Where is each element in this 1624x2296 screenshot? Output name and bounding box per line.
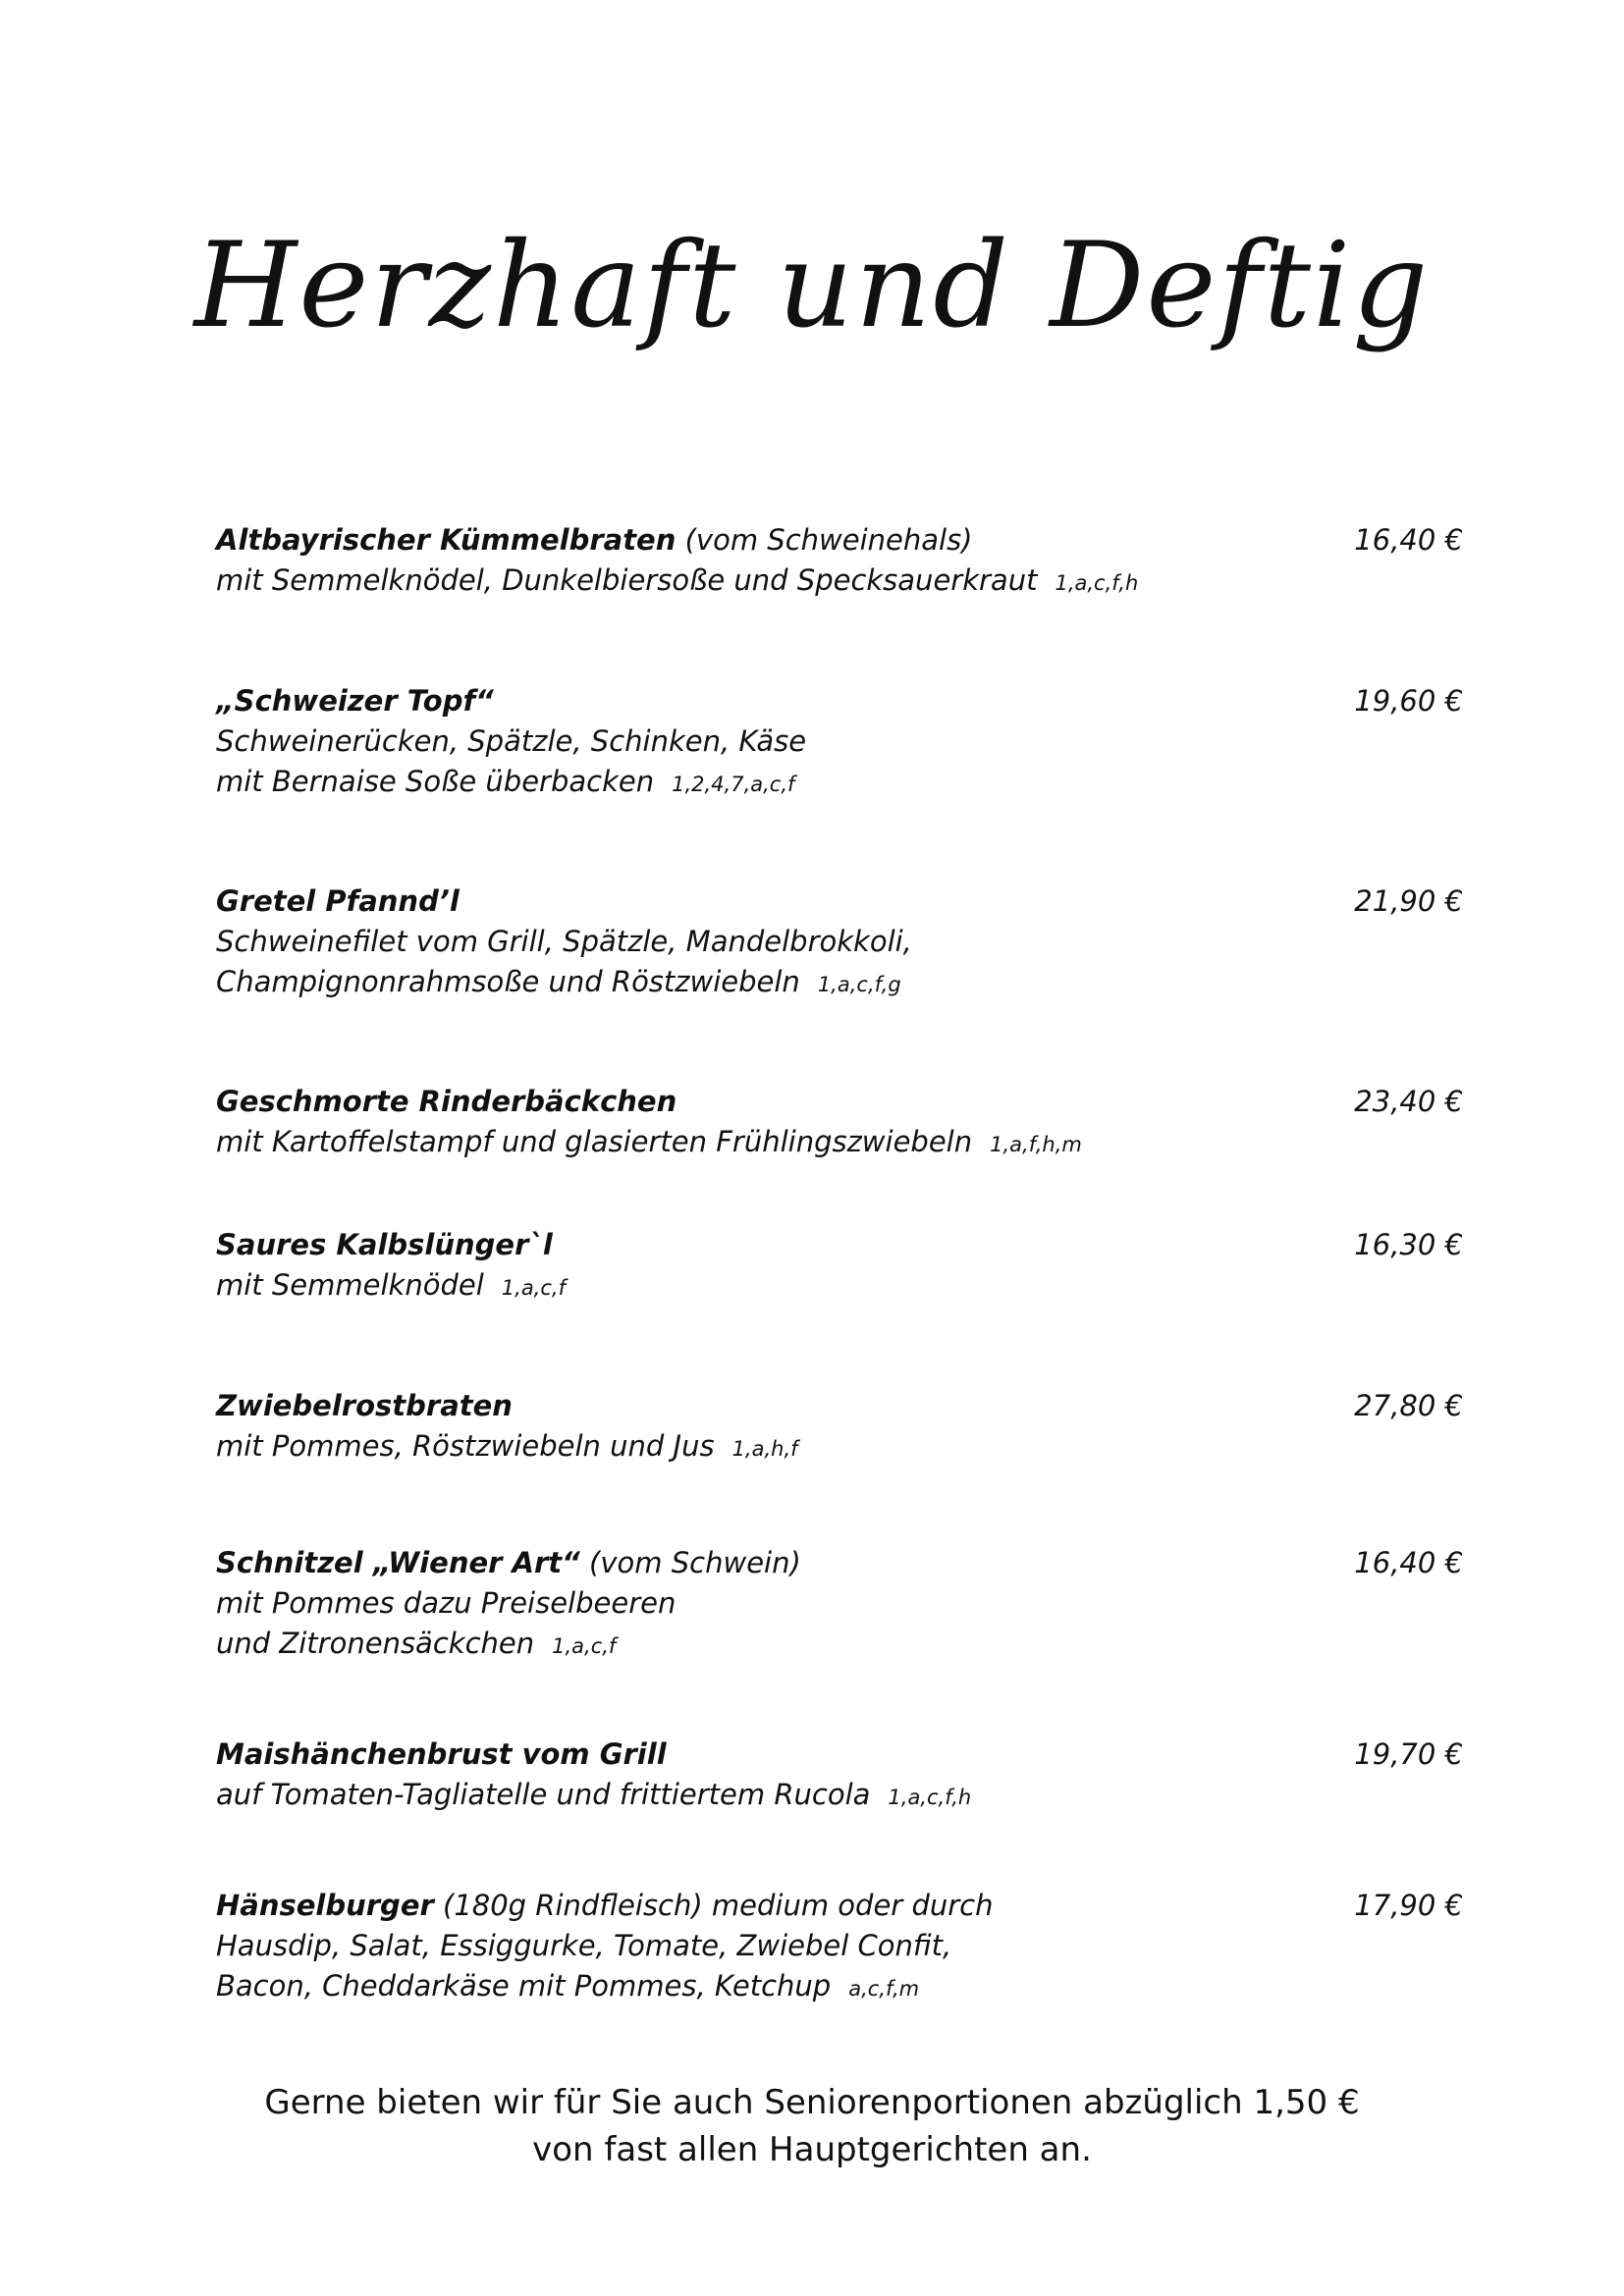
dish-note: (180g Rindfleisch) medium oder durch [433, 1889, 994, 1922]
dish-description-line: mit Semmelknödel, Dunkelbiersoße und Specksauerkraut [216, 563, 1038, 597]
dish-item [216, 1386, 1463, 1469]
dish-description [216, 1426, 1463, 1469]
senior-portion-note [0, 2079, 1624, 2173]
dish-header [216, 1543, 1463, 1583]
dish-description [216, 1624, 1463, 1667]
dish-name: Altbayrischer Kümmelbraten [216, 523, 677, 557]
dish-description [216, 1775, 1463, 1818]
dish-name: „Schweizer Topf“ [216, 684, 494, 718]
dish-price: 27,80 € [1354, 1389, 1463, 1422]
dish-name: Zwiebelrostbraten [216, 1389, 513, 1422]
dish-description [216, 1966, 1463, 2009]
dish-price: 21,90 € [1354, 884, 1463, 918]
dish-item [216, 1543, 1463, 1667]
dish-allergens: 1,2,4,7,a,c,f [672, 773, 795, 796]
dish-description-line: mit Semmelknödel [216, 1268, 484, 1302]
dish-allergens: a,c,f,m [848, 1977, 920, 2001]
dish-allergens: 1,a,c,f,h [888, 1786, 972, 1809]
dish-price: 16,40 € [1354, 523, 1463, 557]
dish-header [216, 1082, 1463, 1122]
dish-description [216, 1122, 1463, 1165]
dish-name: Schnitzel „Wiener Art“ [216, 1546, 580, 1579]
dish-description-line: Schweinefilet vom Grill, Spätzle, Mandelbrokkoli, [216, 925, 912, 958]
dish-description [216, 1265, 1463, 1308]
dish-header [216, 520, 1463, 561]
dish-price: 16,30 € [1354, 1228, 1463, 1261]
dish-description-line: mit Pommes, Röstzwiebeln und Jus [216, 1429, 715, 1463]
dish-item [216, 1082, 1463, 1165]
dish-note: (vom Schwein) [579, 1546, 801, 1579]
menu-title: Herzhaft und Deftig [193, 218, 1431, 354]
dish-allergens: 1,a,c,f,h [1055, 571, 1139, 595]
dish-description [216, 962, 1463, 1005]
dish-item [216, 1886, 1463, 2009]
dish-price: 19,70 € [1354, 1737, 1463, 1771]
dish-allergens: 1,a,c,f [552, 1634, 617, 1658]
dish-name: Hänselburger [216, 1889, 434, 1922]
dish-description-line: Bacon, Cheddarkäse mit Pommes, Ketchup [216, 1969, 832, 2002]
dish-allergens: 1,a,f,h,m [990, 1133, 1082, 1156]
dish-description-line: mit Pommes dazu Preiselbeeren [216, 1586, 677, 1620]
footer-line: Gerne bieten wir für Sie auch Seniorenportionen abzüglich 1,50 € [264, 2083, 1360, 2122]
dish-description [216, 762, 1463, 805]
dish-item [216, 1735, 1463, 1818]
dish-header [216, 1886, 1463, 1926]
dish-header [216, 1386, 1463, 1426]
dish-note: (vom Schweinehals) [676, 523, 973, 557]
dish-name: Gretel Pfannd’l [216, 884, 460, 918]
dish-name: Maishänchenbrust vom Grill [216, 1737, 667, 1771]
dish-description [216, 561, 1463, 604]
dish-description-line: und Zitronensäckchen [216, 1627, 535, 1660]
dish-item [216, 681, 1463, 805]
dish-header [216, 1735, 1463, 1775]
dish-allergens: 1,a,c,f [501, 1276, 566, 1300]
dish-price: 16,40 € [1354, 1546, 1463, 1579]
dish-header [216, 881, 1463, 922]
dish-item [216, 881, 1463, 1005]
dish-allergens: 1,a,c,f,g [817, 973, 901, 996]
dish-price: 19,60 € [1354, 684, 1463, 718]
dish-description-line: auf Tomaten-Tagliatelle und frittiertem Rucola [216, 1778, 871, 1811]
dish-description-line: mit Kartoffelstampf und glasierten Frühlingszwiebeln [216, 1125, 973, 1158]
dish-name: Geschmorte Rinderbäckchen [216, 1085, 677, 1118]
dish-description-line: Champignonrahmsoße und Röstzwiebeln [216, 965, 800, 998]
dish-header [216, 1225, 1463, 1265]
dish-description-line: Schweinerücken, Spätzle, Schinken, Käse [216, 724, 807, 758]
dish-item [216, 1225, 1463, 1308]
dish-name: Saures Kalbslünger`l [216, 1228, 553, 1261]
footer-line: von fast allen Hauptgerichten an. [532, 2130, 1092, 2169]
dish-price: 17,90 € [1354, 1889, 1463, 1922]
dish-header [216, 681, 1463, 721]
dish-price: 23,40 € [1354, 1085, 1463, 1118]
dish-item [216, 520, 1463, 604]
dish-description-line: mit Bernaise Soße überbacken [216, 765, 655, 798]
dish-description-line: Hausdip, Salat, Essiggurke, Tomate, Zwiebel Confit, [216, 1929, 952, 1962]
dish-allergens: 1,a,h,f [731, 1437, 798, 1461]
